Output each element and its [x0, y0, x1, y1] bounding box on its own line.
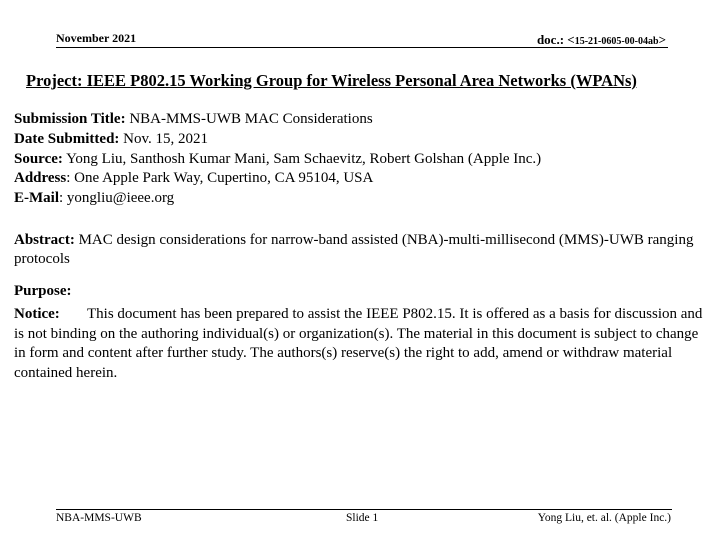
header-divider: [56, 47, 668, 48]
header-doc-id: [537, 32, 666, 48]
source-line: [14, 151, 541, 168]
source-value: Yong Liu, Santhosh Kumar Mani, Sam Schaevitz, Robert Golshan (Apple Inc.): [62, 151, 542, 167]
abstract-label: Abstract:: [14, 232, 75, 248]
doc-number: 15-21-0605-00-04ab: [574, 36, 659, 47]
date-submitted-value: Nov. 15, 2021: [119, 131, 209, 147]
date-submitted-label: Date Submitted:: [14, 131, 120, 147]
email-value: : yongliu@ieee.org: [59, 190, 175, 206]
email-line: [14, 190, 174, 207]
address-value: : One Apple Park Way, Cupertino, CA 95104, USA: [66, 170, 374, 186]
doc-prefix: doc.: <: [536, 32, 575, 47]
abstract-paragraph: [14, 231, 704, 269]
notice-label: Notice:: [14, 306, 60, 322]
footer-slide-number: Slide 1: [346, 512, 379, 524]
purpose-label: Purpose:: [14, 283, 72, 299]
address-line: [14, 170, 373, 187]
doc-suffix: >: [658, 32, 666, 47]
address-label: Address: [14, 170, 67, 186]
notice-paragraph: [14, 305, 706, 383]
date-submitted-line: [14, 131, 208, 148]
footer-authors: Yong Liu, et. al. (Apple Inc.): [537, 512, 671, 524]
submission-title-line: [14, 111, 373, 128]
footer-topic: NBA-MMS-UWB: [56, 512, 142, 524]
source-label: Source:: [14, 151, 63, 167]
notice-text: This document has been prepared to assist the IEEE P802.15. It is offered as a basis for discussion and is not binding on the authoring individual(s) or organization(s). The material in this document is subject to change in form and content after further study. The authors(s) reserve(s) the right to add, amend or withdraw material contained herein.: [14, 306, 703, 381]
submission-title-label: Submission Title:: [14, 111, 126, 127]
header-date: November 2021: [56, 31, 137, 45]
submission-title-value: NBA-MMS-UWB MAC Considerations: [125, 111, 373, 127]
project-title: Project: IEEE P802.15 Working Group for Wireless Personal Area Networks (WPANs): [26, 71, 637, 90]
email-label: E-Mail: [14, 190, 59, 206]
abstract-text: MAC design considerations for narrow-band assisted (NBA)-multi-millisecond (MMS)-UWB ranging protocols: [14, 232, 694, 267]
footer-divider: [56, 509, 672, 510]
